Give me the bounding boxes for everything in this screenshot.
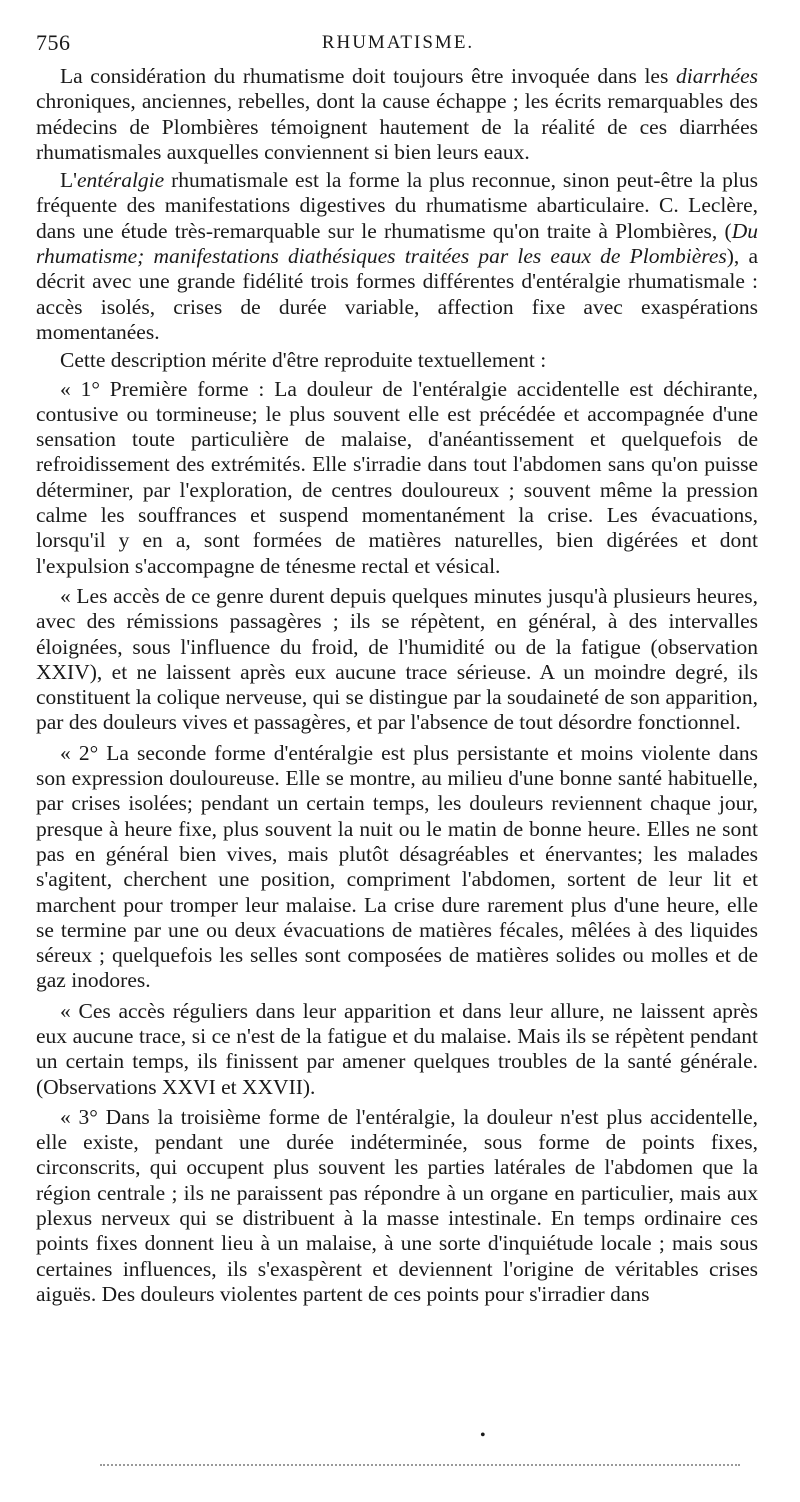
- footer-dotted-rule: [100, 1464, 740, 1466]
- paragraph-text: La considération du rhumatisme doit toujours être invoquée dans les: [60, 64, 676, 88]
- paragraph-text: « 3° Dans la troisième forme de l'entéralgie, la douleur n'est plus accidentelle, elle existe, pendant une durée indéterminée, sous forme de points fixes, circonscrits, qui occupent plus souvent les parties latérales de l'abdomen que la région centrale ; ils ne paraissent pas répondre à un organe en particulier, mais aux plexus nerveux qui se distribuent à la masse intestinale. En temps ordinaire ces points fixes donnent lieu à un malaise, à une sorte d'inquiétude locale ; mais sous certaines influences, ils s'exaspèrent et deviennent l'origine de véritables crises aiguës. Des douleurs violentes partent de ces points pour s'irradier dans: [36, 1104, 758, 1306]
- paragraph-text: ), a décrit avec une grande fidélité trois formes différentes d'entéralgie rhumatismale : accès isolés, crises de durée variable, affection fixe avec exaspérations momentanées.: [36, 244, 759, 344]
- paragraph: [36, 64, 758, 165]
- paragraph-text: « Ces accès réguliers dans leur apparition et dans leur allure, ne laissent après eux aucune trace, si ce n'est de la fatigue et du malaise. Mais ils se répètent pendant un certain temps, ils finissent par amener quelques troubles de la santé générale. (Observations XXVI et XXVII).: [36, 998, 758, 1099]
- running-title: RHUMATISME.: [321, 32, 475, 53]
- paragraph-text: « 1° Première forme : La douleur de l'entéralgie accidentelle est déchirante, contusive ou tormineuse; le plus souvent elle est précédée et accompagnée d'une sensation toute particulière de malaise, d'anéantissement et quelquefois de refroidissement des extrémités. Elle s'irradie dans tout l'abdomen sans qu'on puisse déterminer, par l'exploration, de centres douloureux ; souvent même la pression calme les souffrances et suspend momentanément la crise. Les évacuations, lorsqu'il y en a, sont formées de matières naturelles, bien digérées et dont l'expulsion s'accompagne de ténesme rectal et vésical.: [36, 376, 758, 578]
- running-header: [36, 30, 760, 60]
- paragraph-text: rhumatismale est la forme la plus reconnue, sinon peut-être la plus fréquente des manifestations digestives du rhumatisme abarticulaire. C. Leclère, dans une étude très-remarquable sur le rhumatisme qu'on traite à Plombières, (: [36, 168, 758, 243]
- page-number: 756: [36, 30, 71, 55]
- quoted-paragraph: [36, 741, 758, 994]
- italic-text: entéralgie: [77, 168, 165, 193]
- italic-text: Du rhumatisme; manifestations diathésiques traitées par les eaux de Plombières: [36, 218, 758, 269]
- quoted-paragraph: [36, 1105, 758, 1307]
- footer-mark: •: [480, 1427, 486, 1444]
- paragraph: [36, 348, 758, 373]
- paragraph-text: chroniques, anciennes, rebelles, dont la cause échappe ; les écrits remarquables des médecins de Plombières témoignent hautement de la réalité de ces diarrhées rhumatismales auxquelles conviennent si bien leurs eaux.: [36, 89, 758, 164]
- paragraph: [36, 168, 758, 345]
- paragraph-text: L': [60, 168, 78, 193]
- body-text: [36, 64, 758, 1312]
- quoted-paragraph: [36, 377, 758, 579]
- paragraph-text: « 2° La seconde forme d'entéralgie est plus persistante et moins violente dans son expression douloureuse. Elle se montre, au milieu d'une bonne santé habituelle, par crises isolées; pendant un certain temps, les douleurs reviennent chaque jour, presque à heure fixe, plus souvent la nuit ou le matin de bonne heure. Elles ne sont pas en général bien vives, mais plutôt désagréables et énervantes; les malades s'agitent, cherchent une position, compriment l'abdomen, sortent de leur lit et marchent pour tromper leur malaise. La crise dure rarement plus d'une heure, elle se termine par une ou deux évacuations de matières fécales, mêlées à des liquides séreux ; quelquefois les selles sont composées de matières solides ou molles et de gaz inodores.: [36, 740, 758, 993]
- paragraph-text: Cette description mérite d'être reproduite textuellement :: [60, 348, 547, 373]
- quoted-paragraph: [36, 999, 758, 1100]
- paragraph-text: « Les accès de ce genre durent depuis quelques minutes jusqu'à plusieurs heures, avec des rémissions passagères ; ils se répètent, en général, à des intervalles éloignées, sous l'influence du froid, de l'humidité ou de la fatigue (observation XXIV), et ne laissent après eux aucune trace sérieuse. A un moindre degré, ils constituent la colique nerveuse, qui se distingue par la soudaineté de son apparition, par des douleurs vives et passagères, et par l'absence de tout désordre fonctionnel.: [36, 583, 758, 735]
- quoted-paragraph: [36, 584, 758, 736]
- italic-text: diarrhées: [675, 64, 758, 88]
